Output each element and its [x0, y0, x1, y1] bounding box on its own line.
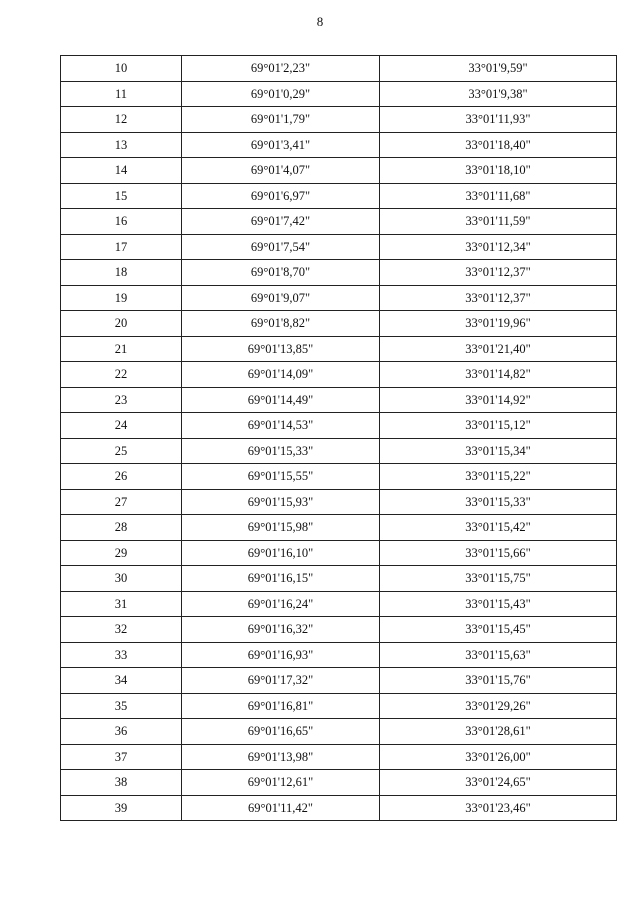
table-row: [61, 158, 617, 184]
longitude-cell: 33°01'15,75": [380, 566, 617, 592]
longitude-cell: 33°01'15,63": [380, 642, 617, 668]
table-row: [61, 693, 617, 719]
point-number-cell: 16: [61, 209, 182, 235]
latitude-cell: 69°01'9,07": [182, 285, 380, 311]
table-row: [61, 719, 617, 745]
point-number-cell: 23: [61, 387, 182, 413]
latitude-cell: 69°01'16,15": [182, 566, 380, 592]
latitude-cell: 69°01'16,10": [182, 540, 380, 566]
latitude-cell: 69°01'8,82": [182, 311, 380, 337]
point-number-cell: 24: [61, 413, 182, 439]
longitude-cell: 33°01'19,96": [380, 311, 617, 337]
table-row: [61, 617, 617, 643]
latitude-cell: 69°01'7,54": [182, 234, 380, 260]
table-row: [61, 642, 617, 668]
latitude-cell: 69°01'16,65": [182, 719, 380, 745]
longitude-cell: 33°01'15,33": [380, 489, 617, 515]
point-number-cell: 27: [61, 489, 182, 515]
latitude-cell: 69°01'4,07": [182, 158, 380, 184]
longitude-cell: 33°01'15,76": [380, 668, 617, 694]
longitude-cell: 33°01'15,12": [380, 413, 617, 439]
longitude-cell: 33°01'15,45": [380, 617, 617, 643]
longitude-cell: 33°01'14,92": [380, 387, 617, 413]
table-row: [61, 489, 617, 515]
latitude-cell: 69°01'8,70": [182, 260, 380, 286]
point-number-cell: 13: [61, 132, 182, 158]
table-row: [61, 362, 617, 388]
longitude-cell: 33°01'26,00": [380, 744, 617, 770]
point-number-cell: 12: [61, 107, 182, 133]
latitude-cell: 69°01'6,97": [182, 183, 380, 209]
latitude-cell: 69°01'13,98": [182, 744, 380, 770]
point-number-cell: 20: [61, 311, 182, 337]
longitude-cell: 33°01'15,34": [380, 438, 617, 464]
table-row: [61, 540, 617, 566]
latitude-cell: 69°01'15,33": [182, 438, 380, 464]
point-number-cell: 11: [61, 81, 182, 107]
point-number-cell: 14: [61, 158, 182, 184]
longitude-cell: 33°01'15,22": [380, 464, 617, 490]
latitude-cell: 69°01'14,53": [182, 413, 380, 439]
latitude-cell: 69°01'11,42": [182, 795, 380, 821]
point-number-cell: 22: [61, 362, 182, 388]
table-row: [61, 183, 617, 209]
page-number: 8: [316, 14, 324, 29]
table-row: [61, 566, 617, 592]
longitude-cell: 33°01'15,43": [380, 591, 617, 617]
latitude-cell: 69°01'7,42": [182, 209, 380, 235]
latitude-cell: 69°01'16,81": [182, 693, 380, 719]
table-row: [61, 132, 617, 158]
table-row: [61, 795, 617, 821]
latitude-cell: 69°01'12,61": [182, 770, 380, 796]
table-row: [61, 336, 617, 362]
latitude-cell: 69°01'3,41": [182, 132, 380, 158]
point-number-cell: 28: [61, 515, 182, 541]
point-number-cell: 21: [61, 336, 182, 362]
latitude-cell: 69°01'14,09": [182, 362, 380, 388]
point-number-cell: 17: [61, 234, 182, 260]
latitude-cell: 69°01'14,49": [182, 387, 380, 413]
longitude-cell: 33°01'28,61": [380, 719, 617, 745]
latitude-cell: 69°01'16,32": [182, 617, 380, 643]
table-row: [61, 260, 617, 286]
longitude-cell: 33°01'15,66": [380, 540, 617, 566]
longitude-cell: 33°01'9,59": [380, 56, 617, 82]
point-number-cell: 34: [61, 668, 182, 694]
latitude-cell: 69°01'16,24": [182, 591, 380, 617]
point-number-cell: 10: [61, 56, 182, 82]
point-number-cell: 30: [61, 566, 182, 592]
latitude-cell: 69°01'15,55": [182, 464, 380, 490]
table-row: [61, 387, 617, 413]
longitude-cell: 33°01'12,37": [380, 260, 617, 286]
longitude-cell: 33°01'18,10": [380, 158, 617, 184]
longitude-cell: 33°01'24,65": [380, 770, 617, 796]
point-number-cell: 35: [61, 693, 182, 719]
latitude-cell: 69°01'15,93": [182, 489, 380, 515]
longitude-cell: 33°01'23,46": [380, 795, 617, 821]
latitude-cell: 69°01'17,32": [182, 668, 380, 694]
table-row: [61, 209, 617, 235]
table-row: [61, 668, 617, 694]
coordinates-table: [60, 55, 617, 821]
table-row: [61, 413, 617, 439]
longitude-cell: 33°01'21,40": [380, 336, 617, 362]
point-number-cell: 33: [61, 642, 182, 668]
table-row: [61, 311, 617, 337]
longitude-cell: 33°01'11,59": [380, 209, 617, 235]
point-number-cell: 25: [61, 438, 182, 464]
point-number-cell: 37: [61, 744, 182, 770]
point-number-cell: 15: [61, 183, 182, 209]
point-number-cell: 36: [61, 719, 182, 745]
longitude-cell: 33°01'12,34": [380, 234, 617, 260]
table-row: [61, 107, 617, 133]
table-row: [61, 285, 617, 311]
latitude-cell: 69°01'2,23": [182, 56, 380, 82]
table-row: [61, 464, 617, 490]
coordinates-table-body: [61, 56, 617, 821]
longitude-cell: 33°01'14,82": [380, 362, 617, 388]
point-number-cell: 26: [61, 464, 182, 490]
longitude-cell: 33°01'11,68": [380, 183, 617, 209]
point-number-cell: 29: [61, 540, 182, 566]
longitude-cell: 33°01'9,38": [380, 81, 617, 107]
point-number-cell: 39: [61, 795, 182, 821]
longitude-cell: 33°01'11,93": [380, 107, 617, 133]
longitude-cell: 33°01'29,26": [380, 693, 617, 719]
latitude-cell: 69°01'1,79": [182, 107, 380, 133]
table-row: [61, 234, 617, 260]
latitude-cell: 69°01'13,85": [182, 336, 380, 362]
point-number-cell: 32: [61, 617, 182, 643]
longitude-cell: 33°01'18,40": [380, 132, 617, 158]
point-number-cell: 19: [61, 285, 182, 311]
table-row: [61, 81, 617, 107]
point-number-cell: 18: [61, 260, 182, 286]
latitude-cell: 69°01'16,93": [182, 642, 380, 668]
longitude-cell: 33°01'12,37": [380, 285, 617, 311]
longitude-cell: 33°01'15,42": [380, 515, 617, 541]
latitude-cell: 69°01'0,29": [182, 81, 380, 107]
table-row: [61, 591, 617, 617]
table-row: [61, 515, 617, 541]
table-row: [61, 744, 617, 770]
point-number-cell: 31: [61, 591, 182, 617]
point-number-cell: 38: [61, 770, 182, 796]
table-row: [61, 770, 617, 796]
table-row: [61, 56, 617, 82]
table-row: [61, 438, 617, 464]
latitude-cell: 69°01'15,98": [182, 515, 380, 541]
